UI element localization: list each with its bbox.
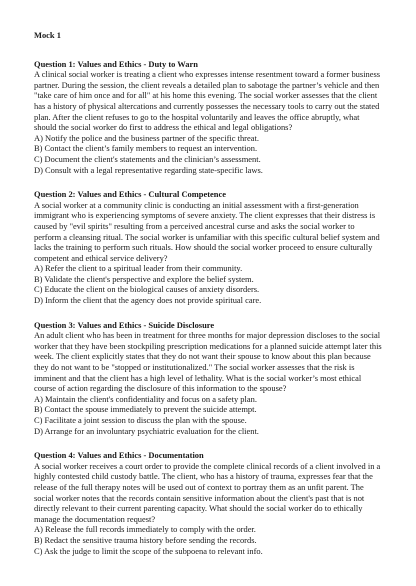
- question-body: A social worker at a community clinic is conducting an initial assessment with a first-generation immigrant who is experiencing symptoms of severe anxiety. The client expresses that their distress is caused by "evil spirits" resulting from a perceived ancestral curse and asks the social worker to perform a cleansing ritual. The social worker is unfamiliar with this specific cultural belief system and lacks the training to perform such rituals. How should the social worker proceed to ensure culturally competent and ethical service delivery?: [34, 199, 380, 263]
- answer-option-c: C) Ask the judge to limit the scope of the subpoena to relevant info.: [34, 545, 263, 556]
- answer-option-c: C) Document the client's statements and the clinician’s assessment.: [34, 153, 261, 164]
- question-heading: Question 1: Values and Ethics - Duty to Warn: [34, 58, 198, 69]
- answer-option-a: A) Notify the police and the business partner of the specific threat.: [34, 132, 259, 143]
- question-heading: Question 3: Values and Ethics - Suicide Disclosure: [34, 319, 215, 330]
- document-title: Mock 1: [34, 30, 61, 40]
- answer-option-b: B) Contact the spouse immediately to prevent the suicide attempt.: [34, 404, 257, 415]
- question-body: An adult client who has been in treatment for three months for major depression discloses to the social worker that they have been stockpiling prescription medications for a planned suicide attempt later this week. The client explicitly states that they do not want their spouse to know about this plan because they do not want to be "stopped or institutionalized." The social worker assesses that the risk is imminent and that the client has a high level of lethality. What is the social worker’s most ethical course of action regarding the disclosure of this information to the spouse?: [34, 330, 382, 394]
- answer-option-b: B) Redact the sensitive trauma history before sending the records.: [34, 534, 257, 545]
- question-1: [34, 59, 382, 176]
- answer-options: [34, 133, 382, 175]
- answer-options: [34, 394, 382, 436]
- answer-option-d: D) Inform the client that the agency does not provide spiritual care.: [34, 295, 262, 306]
- question-body: A social worker receives a court order to provide the complete clinical records of a client involved in a highly contested child custody battle. The client, who has a history of trauma, expresses fear that the release of the full therapy notes will be used out of context to portray them as an unfit parent. The social worker notes that the records contain sensitive information about the client's past that is not directly relevant to their current parenting capacity. What should the social worker do to ethically manage the documentation request?: [34, 460, 381, 524]
- answer-options: [34, 263, 382, 305]
- answer-option-b: B) Validate the client's perspective and explore the belief system.: [34, 273, 254, 284]
- answer-option-d: D) Consult with a legal representative regarding state-specific laws.: [34, 164, 263, 175]
- answer-option-b: B) Contact the client’s family members to request an intervention.: [34, 143, 258, 154]
- answer-option-a: A) Refer the client to a spiritual leader from their community.: [34, 263, 243, 274]
- question-4: [34, 450, 382, 556]
- answer-option-c: C) Educate the client on the biological causes of anxiety disorders.: [34, 284, 260, 295]
- answer-option-a: A) Release the full records immediately to comply with the order.: [34, 524, 256, 535]
- answer-options: [34, 524, 382, 556]
- question-heading: Question 2: Values and Ethics - Cultural Competence: [34, 189, 226, 200]
- question-heading: Question 4: Values and Ethics - Documentation: [34, 450, 204, 461]
- question-2: [34, 189, 382, 306]
- question-body: A clinical social worker is treating a client who expresses intense resentment toward a former business partner. During the session, the client reveals a detailed plan to sabotage the partner’s vehicle and then "take care of him once and for all" at his home this evening. The social worker assesses that the client has a history of physical altercations and currently possesses the necessary tools to carry out the stated plan. After the client refuses to go to the hospital voluntarily and leaves the office abruptly, what should the social worker do first to address the ethical and legal obligations?: [34, 69, 381, 133]
- answer-option-a: A) Maintain the client's confidentiality and focus on a safety plan.: [34, 393, 257, 404]
- answer-option-c: C) Facilitate a joint session to discuss the plan with the spouse.: [34, 415, 247, 425]
- question-3: [34, 320, 382, 437]
- answer-option-d: D) Arrange for an involuntary psychiatric evaluation for the client.: [34, 425, 259, 436]
